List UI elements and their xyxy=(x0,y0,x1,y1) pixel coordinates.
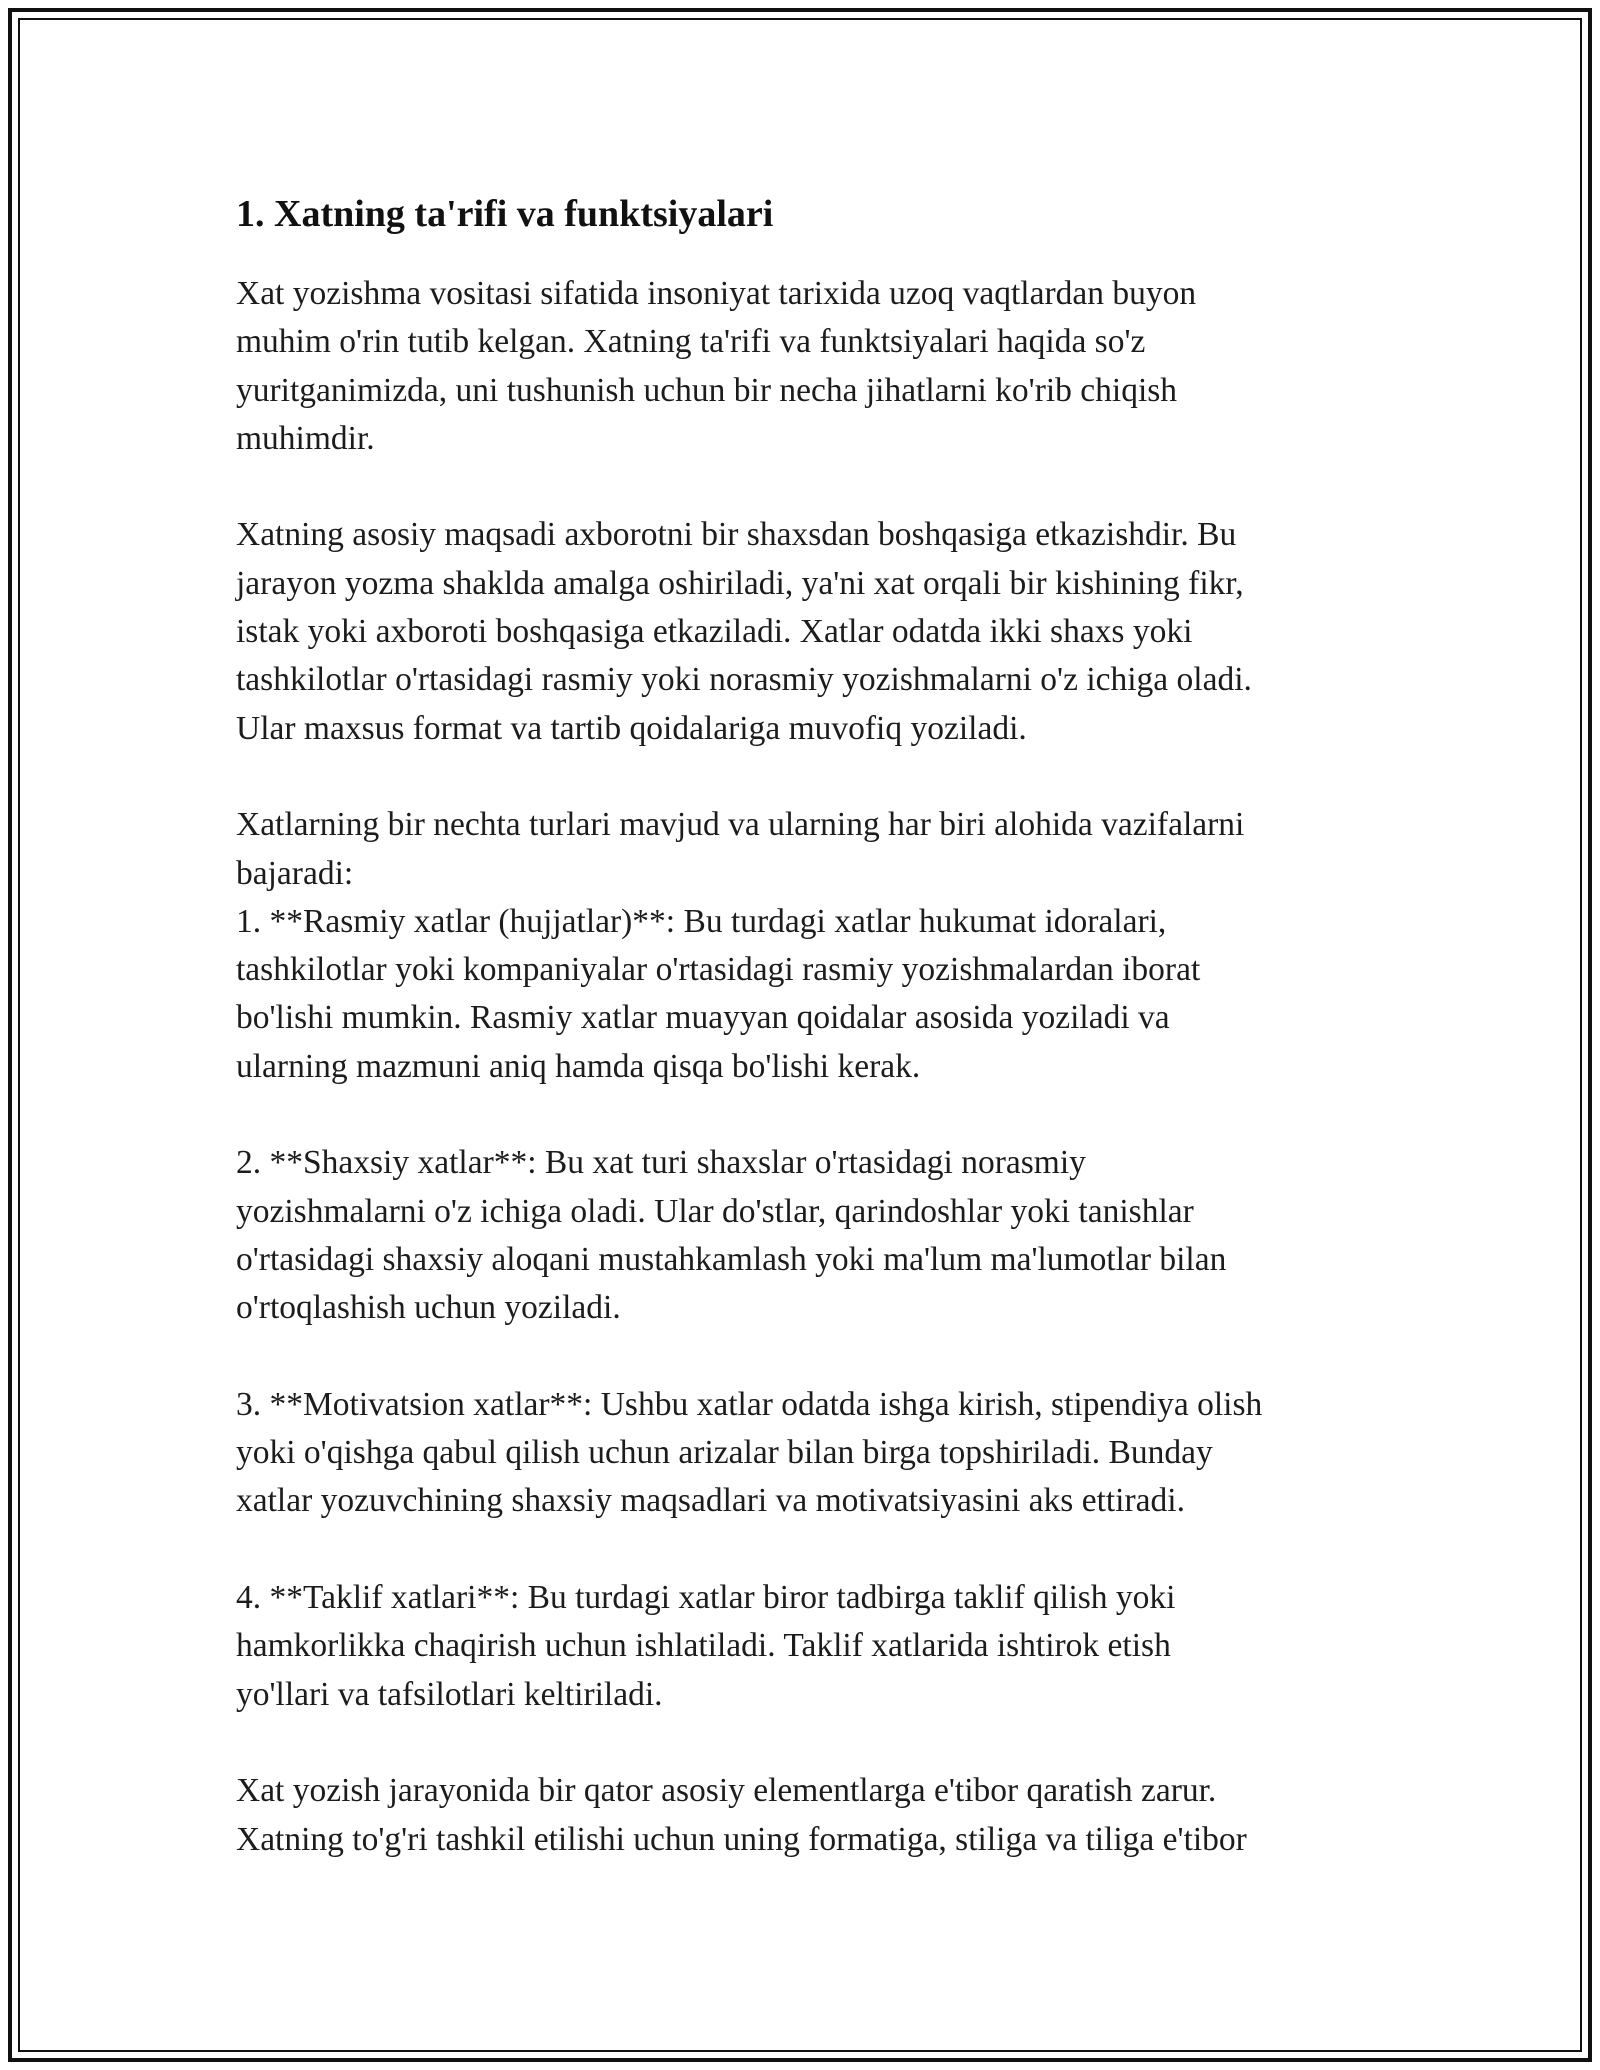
text-line: xatlar yozuvchining shaxsiy maqsadlari va motivatsiyasini aks ettiradi. xyxy=(236,1482,1185,1520)
text-line: ularning mazmuni aniq hamda qisqa bo'lishi kerak. xyxy=(236,1047,921,1085)
paragraph-writing-elements xyxy=(236,1767,1366,1864)
paragraph-intro xyxy=(236,270,1366,463)
text-line: 4. **Taklif xatlari**: Bu turdagi xatlar biror tadbirga taklif qilish yoki xyxy=(236,1579,1176,1617)
text-line: 1. **Rasmiy xatlar (hujjatlar)**: Bu turdagi xatlar hukumat idoralari, xyxy=(236,902,1167,940)
text-line: Xat yozishma vositasi sifatida insoniyat tarixida uzoq vaqtlardan buyon xyxy=(236,275,1197,312)
text-line: yoki o'qishga qabul qilish uchun arizalar bilan birga topshiriladi. Bunday xyxy=(236,1434,1213,1472)
text-line: Xatning asosiy maqsadi axborotni bir shaxsdan boshqasiga etkazishdir. Bu xyxy=(236,516,1237,554)
text-line: yuritganimizda, uni tushunish uchun bir necha jihatlarni ko'rib chiqish xyxy=(236,371,1178,409)
paragraph-invitation-letters xyxy=(236,1574,1366,1719)
text-line: 2. **Shaxsiy xatlar**: Bu xat turi shaxslar o'rtasidagi norasmiy xyxy=(236,1144,1086,1182)
paragraph-purpose xyxy=(236,511,1366,752)
section-heading: 1. Xatning ta'rifi va funktsiyalari xyxy=(236,193,774,235)
text-line: Xatning to'g'ri tashkil etilishi uchun uning formatiga, stiliga va tiliga e'tibor xyxy=(236,1820,1247,1858)
text-line: Xat yozish jarayonida bir qator asosiy elementlarga e'tibor qaratish zarur. xyxy=(236,1772,1217,1810)
paragraph-personal-letters xyxy=(236,1139,1366,1332)
text-line: tashkilotlar o'rtasidagi rasmiy yoki norasmiy yozishmalarni o'z ichiga oladi. xyxy=(236,661,1252,699)
text-line: o'rtasidagi shaxsiy aloqani mustahkamlash yoki ma'lum ma'lumotlar bilan xyxy=(236,1240,1227,1278)
text-line: hamkorlikka chaqirish uchun ishlatiladi. Taklif xatlarida ishtirok etish xyxy=(236,1627,1171,1665)
text-line: Xatlarning bir nechta turlari mavjud va ularning har biri alohida vazifalarni xyxy=(236,806,1245,844)
paragraph-motivation-letters xyxy=(236,1381,1366,1526)
text-line: tashkilotlar yoki kompaniyalar o'rtasidagi rasmiy yozishmalardan iborat xyxy=(236,951,1201,989)
text-line: bo'lishi mumkin. Rasmiy xatlar muayyan qoidalar asosida yoziladi va xyxy=(236,999,1170,1037)
text-line: bajaradi: xyxy=(236,854,354,892)
text-line: muhimdir. xyxy=(236,419,375,457)
paragraph-types-official xyxy=(236,801,1366,1091)
text-line: muhim o'rin tutib kelgan. Xatning ta'rifi va funktsiyalari haqida so'z xyxy=(236,323,1146,361)
text-line: yo'llari va tafsilotlari keltiriladi. xyxy=(236,1675,663,1713)
text-line: Ular maxsus format va tartib qoidalariga muvofiq yoziladi. xyxy=(236,709,1027,747)
text-line: istak yoki axboroti boshqasiga etkaziladi. Xatlar odatda ikki shaxs yoki xyxy=(236,613,1193,651)
document-body xyxy=(236,186,1366,1864)
text-line: yozishmalarni o'z ichiga oladi. Ular do'stlar, qarindoshlar yoki tanishlar xyxy=(236,1192,1194,1230)
text-line: 3. **Motivatsion xatlar**: Ushbu xatlar odatda ishga kirish, stipendiya olish xyxy=(236,1385,1263,1423)
text-line: jarayon yozma shaklda amalga oshiriladi, ya'ni xat orqali bir kishining fikr, xyxy=(236,564,1244,602)
text-line: o'rtoqlashish uchun yoziladi. xyxy=(236,1289,621,1327)
